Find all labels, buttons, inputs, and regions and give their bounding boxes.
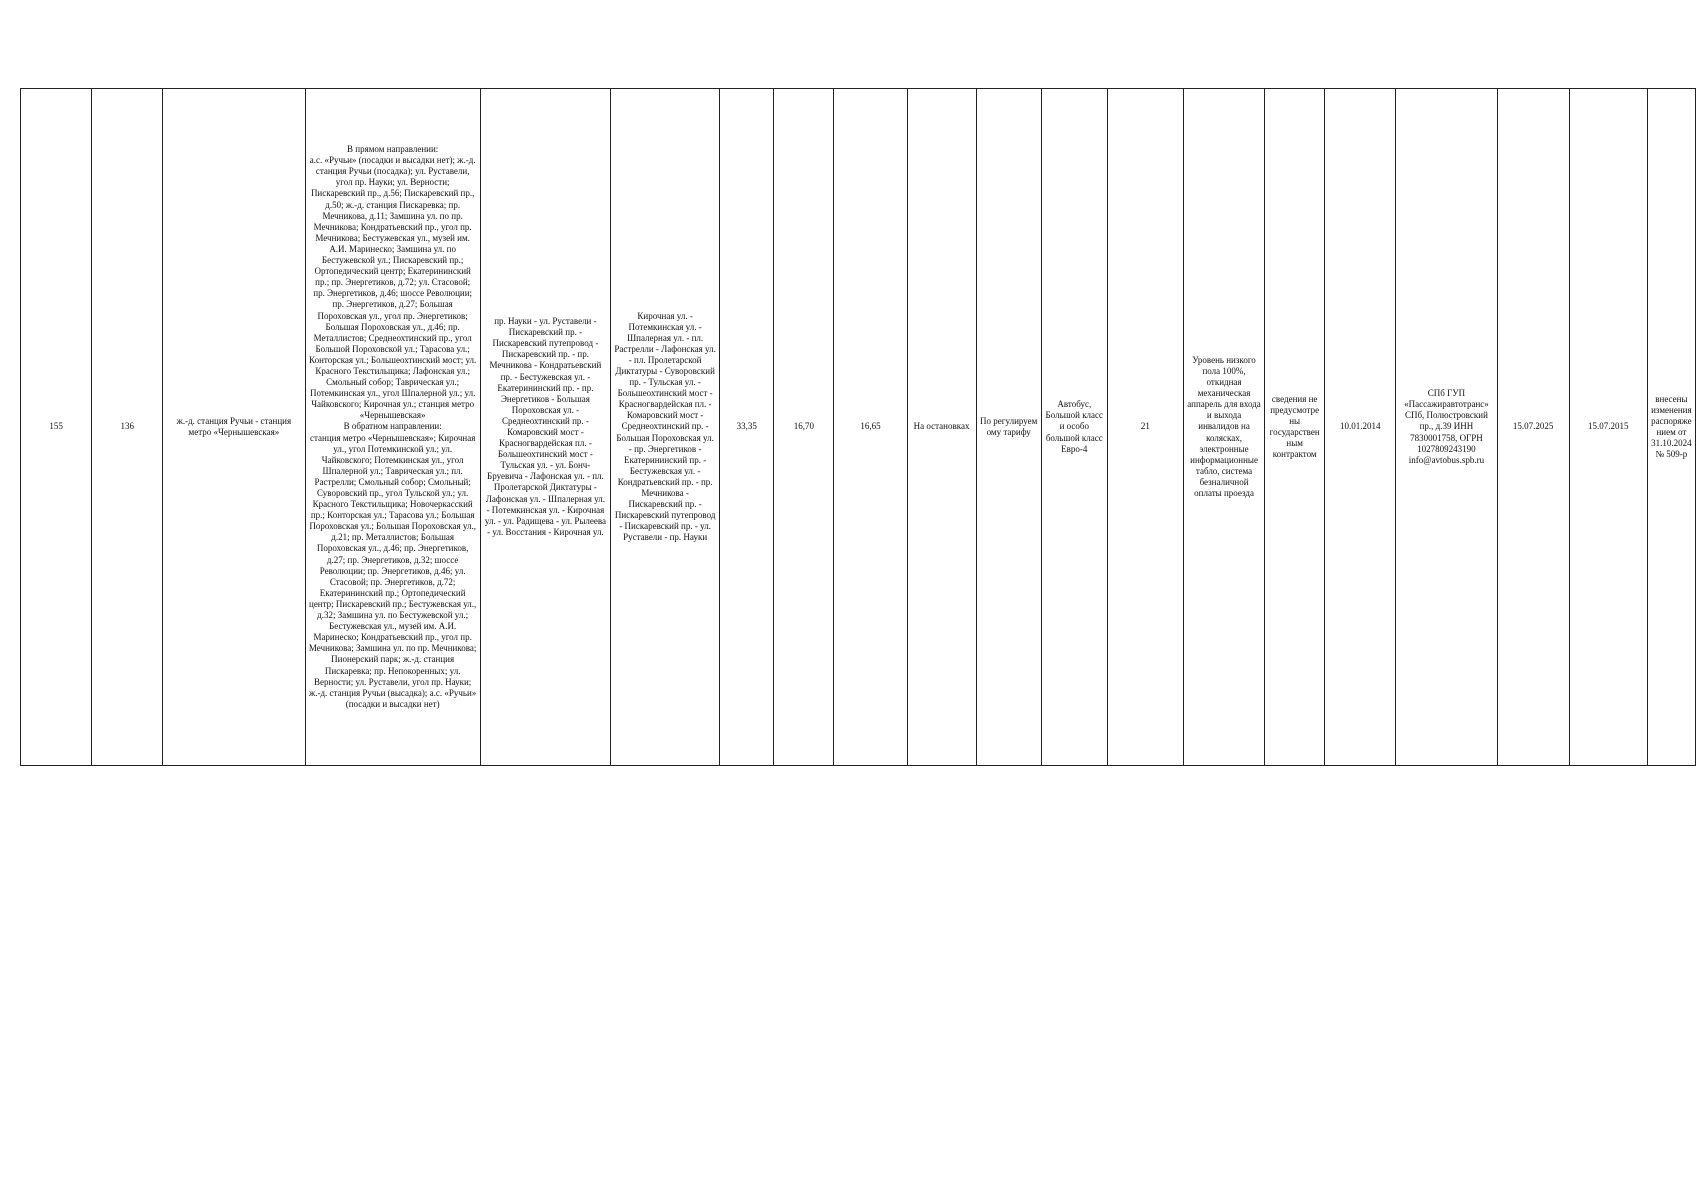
cell-date-2: 15.07.2025 bbox=[1497, 89, 1569, 766]
cell-length-forward: 16,70 bbox=[774, 89, 834, 766]
cell-tariff: По регулируем ому тарифу bbox=[976, 89, 1041, 766]
table-row bbox=[21, 89, 1696, 766]
cell-stops bbox=[305, 89, 480, 766]
cell-length-backward: 16,65 bbox=[834, 89, 907, 766]
cell-streets-forward: пр. Науки - ул. Руставели - Пискаревский пр. - Пискаревский путепровод - Пискаревский пр. - пр. Мечникова - Кондратьевский пр. - Бестужевская ул. - Екатерининский пр. - пр. Энергетиков - Большая Пороховская ул. - Среднеохтинский пр. - Комаровский мост - Красногвардейская пл. - Большеохтинский мост - Тульская ул. - ул. Бонч-Бруевича - Лафонская ул. - пл. Пролетарской Диктатуры - Лафонская ул. - Шпалерная ул. - Потемкинская ул. - Кирочная ул. - ул. Радищева - ул. Рылеева - ул. Восстания - Кирочная ул. bbox=[480, 89, 610, 766]
cell-length-total: 33,35 bbox=[720, 89, 774, 766]
cell-row-number: 155 bbox=[21, 89, 92, 766]
cell-date-3: 15.07.2015 bbox=[1569, 89, 1647, 766]
stops-forward-text: а.с. «Ручьи» (посадки и высадки нет); ж.-д. станция Ручьи (посадка); ул. Руставели, угол пр. Науки; ул. Верности; Пискаревский пр., д.56; Пискаревский пр., д.50; ж.-д. станция Пискаревка; пр. Мечникова, д.11; Замшина ул. по пр. Мечникова; Кондратьевский пр., угол пр. Мечникова; Бестужевская ул., музей им. А.И. Маринеско; Замшина ул. по Бестужевской ул.; Пискаревский пр.; Ортопедический центр; Екатерининский пр.; пр. Энергетиков, д.72; ул. Стасовой; пр. Энергетиков, д.46; шоссе Революции; пр. Энергетиков, д.27; Большая Пороховская ул., угол пр. Энергетиков; Большая Пороховская ул., д.46; пр. Металлистов; Среднеохтинский пр., угол Большой Пороховской ул.; Тарасова ул.; Конторская ул.; Большеохтинский мост; ул. Красного Текстильщика; Лафонская ул.; Смольный собор; Таврическая ул.; Потемкинская ул., угол Шпалерной ул.; ул. Чайковского; Кирочная ул.; станция метро «Чернышевская» bbox=[309, 155, 477, 421]
stops-backward-text: станция метро «Чернышевская»; Кирочная ул., угол Потемкинской ул.; ул. Чайковского; Потемкинская ул., угол Шпалерной ул.; Таврическая ул.; пл. Растрелли; Смольный собор; Смольный; Суворовский пр., угол Тульской ул.; ул. Красного Текстильщика; Новочеркасский пр.; Конторская ул.; Тарасова ул.; Большая Пороховская ул.; Большая Пороховская ул., д.21; пр. Металлистов; Большая Пороховская ул., д.46; пр. Энергетиков, д.27; пр. Энергетиков, д.32; шоссе Революции; пр. Энергетиков, д.46; ул. Стасовой; пр. Энергетиков, д.72; Екатерининский пр.; Ортопедический центр; Пискаревский пр.; Бестужевская ул., д.32; Замшина ул. по Бестужевской ул.; Бестужевская ул., музей им. А.И. Маринеско; Кондратьевский пр., угол пр. Мечникова; Замшина ул. по пр. Мечникова; Пионерский парк; ж.-д. станция Пискаревка; пр. Непокоренных; ул. Верности; ул. Руставели, угол пр. Науки; ж.-д. станция Ручьи (высадка); а.с. «Ручьи» (посадки и высадки нет) bbox=[308, 432, 477, 709]
cell-contract-info: сведения не предусмотрены государственным контрактом bbox=[1265, 89, 1325, 766]
stops-forward-label: В прямом направлении: bbox=[347, 144, 439, 155]
cell-notes: внесены изменения распоряжением от 31.10.2024 № 509-р bbox=[1647, 89, 1695, 766]
cell-stop-procedure: На остановках bbox=[907, 89, 976, 766]
route-registry-table bbox=[20, 88, 1696, 766]
cell-route-number: 136 bbox=[92, 89, 163, 766]
cell-operator: СПб ГУП «Пассажиравтотранс» СПб, Полюстровский пр., д.39 ИНН 7830001758, ОГРН 1027809243190 info@avtobus.spb.ru bbox=[1396, 89, 1497, 766]
cell-characteristics: Уровень низкого пола 100%, откидная механическая аппарель для входа и выхода инвалидов на колясках, электронные информационные табло, система безналичной оплаты проезда bbox=[1183, 89, 1264, 766]
cell-streets-backward: Кирочная ул. - Потемкинская ул. - Шпалерная ул. - пл. Растрелли - Лафонская ул. - пл. Пролетарской Диктатуры - Суворовский пр. - Тульская ул. - Большеохтинский мост - Красногвардейская пл. - Комаровский мост - Среднеохтинский пр. - Большая Пороховская ул. - пр. Энергетиков - Екатерининский пр. - Бестужевская ул. - Кондратьевский пр. - пр. Мечникова - Пискаревский пр. - Пискаревский путепровод - Пискаревский пр. - ул. Руставели - пр. Науки bbox=[611, 89, 720, 766]
cell-vehicle-count: 21 bbox=[1107, 89, 1183, 766]
cell-route-name: ж.-д. станция Ручьи - станция метро «Чернышевская» bbox=[163, 89, 305, 766]
stops-backward-label: В обратном направлении: bbox=[343, 421, 442, 432]
cell-start-date: 10.01.2014 bbox=[1325, 89, 1396, 766]
cell-vehicle: Автобус, Большой класс и особо большой класс Евро-4 bbox=[1041, 89, 1107, 766]
